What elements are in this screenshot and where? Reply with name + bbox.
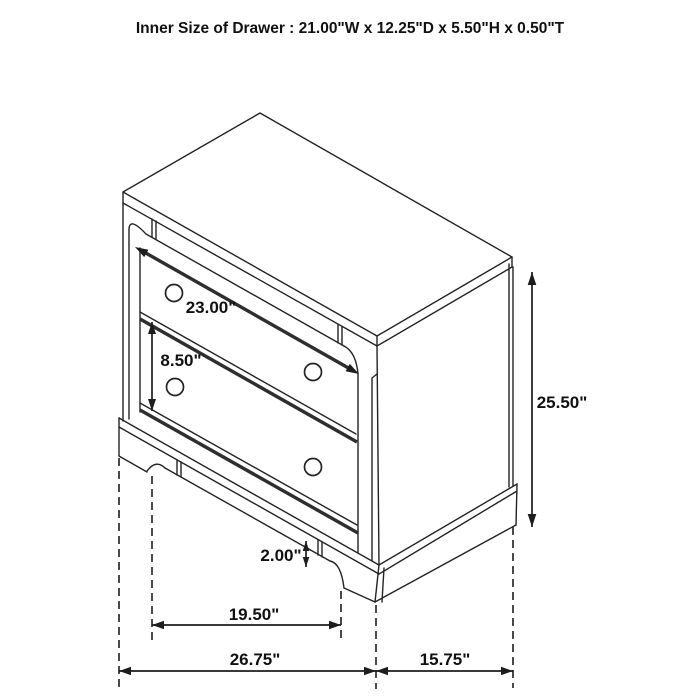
knob-bottom-left bbox=[167, 379, 184, 396]
knob-top-right bbox=[305, 364, 322, 381]
dim-drawer-width-label: 23.00" bbox=[185, 298, 237, 317]
knob-top-left bbox=[166, 285, 183, 302]
dim-overall-width-label: 26.75" bbox=[229, 650, 281, 669]
side-panel bbox=[509, 264, 513, 487]
dim-feet-span bbox=[152, 605, 341, 629]
dim-overall-depth bbox=[376, 650, 513, 675]
cabinet-front-frame bbox=[123, 203, 379, 565]
top-panel bbox=[123, 113, 512, 346]
dim-overall-height bbox=[528, 272, 588, 527]
dim-overall-depth-label: 15.75" bbox=[419, 650, 471, 669]
dim-overall-height-label: 25.50" bbox=[536, 393, 588, 412]
diagram-title: Inner Size of Drawer : 21.00"W x 12.25"D x 5.50"H x 0.50"T bbox=[135, 20, 565, 37]
dim-overall-width bbox=[119, 650, 376, 675]
knob-bottom-right bbox=[305, 459, 322, 476]
dim-drawer-height bbox=[148, 322, 202, 411]
dim-foot-clearance-label: 2.00" bbox=[260, 546, 302, 565]
dim-feet-span-label: 19.50" bbox=[228, 605, 280, 624]
dim-drawer-height-label: 8.50" bbox=[160, 351, 202, 370]
